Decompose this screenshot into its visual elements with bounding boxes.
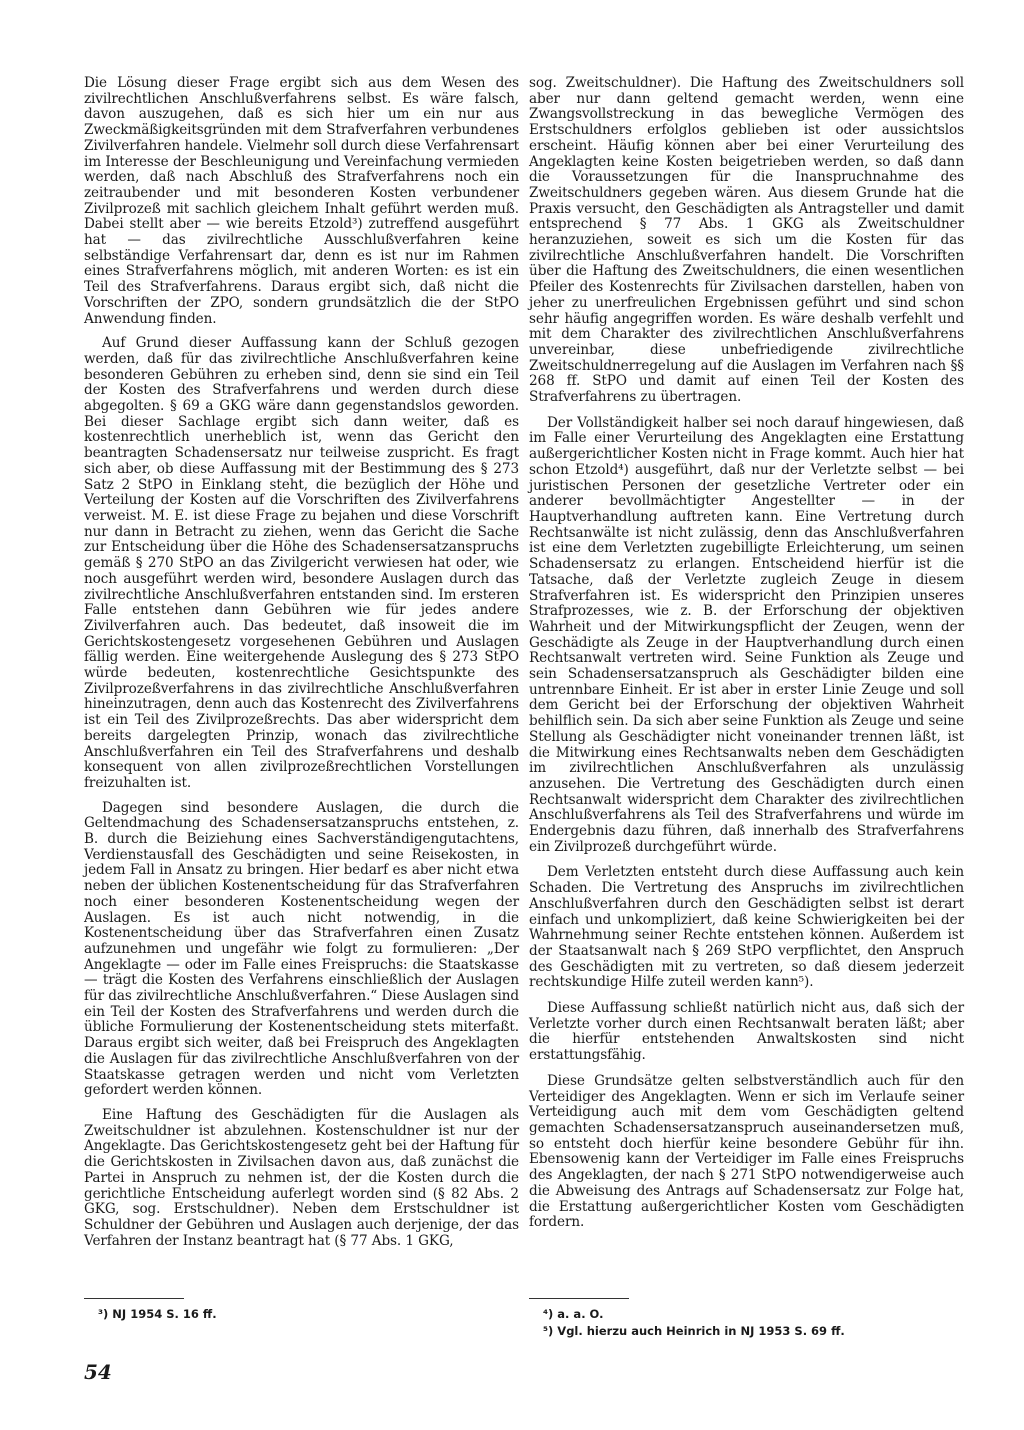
page-number: 54 bbox=[84, 1360, 112, 1384]
footnote-divider bbox=[84, 1298, 184, 1299]
paragraph: Eine Haftung des Geschädigten für die Auslagen als Zweitschuldner ist abzulehnen. Kostenschuldner ist nur der Angeklagte. Das Gerichtskostengesetz geht bei der Haftung für die Gerichtskosten in Zivilsachen davon aus, daß zunächst die Partei in Anspruch zu nehmen ist, der die Kosten durch die gerichtliche Entscheidung auferlegt worden sind (§ 82 Abs. 2 GKG, sog. Erstschuldner). Neben dem Erstschuldner ist Schuldner der Gebühren und Auslagen auch derjenige, der das Verfahren der Instanz beantragt hat (§ 77 Abs. 1 GKG, bbox=[84, 1107, 519, 1249]
paragraph: Diese Grundsätze gelten selbstverständlich auch für den Verteidiger des Angeklagten. Wenn er sich im Verlaufe seiner Verteidigung auch mit dem vom Geschädigten geltend gemachten Schadensersatzanspruch auseinandersetzen muß, so entsteht doch hierfür keine besondere Gebühr für ihn. Ebensowenig kann der Verteidiger im Falle eines Freispruchs des Angeklagten, der nach § 271 StPO notwendigerweise auch die Abweisung des Antrags auf Schadensersatz zur Folge hat, die Erstattung außergerichtlicher Kosten vom Geschädigten fordern. bbox=[529, 1072, 964, 1231]
paragraph: sog. Zweitschuldner). Die Haftung des Zweitschuldners soll aber nur dann geltend gemacht werden, wenn eine Zwangsvollstreckung in das bewegliche Vermögen des Erstschuldners erfolglos geblieben ist oder aussichtslos erscheint. Häufig können aber bei einer Verurteilung des Angeklagten keine Kosten beigetrieben werden, so daß dann die Voraussetzungen für die Inanspruchnahme des Zweitschuldners gegeben wären. Aus diesem Grunde hat die Praxis versucht, den Geschädigten als Antragsteller und damit entsprechend § 77 Abs. 1 GKG als Zweitschuldner heranzuziehen, soweit es sich um die Kosten für das zivilrechtliche Anschlußverfahren handelt. Die Vorschriften über die Haftung des Zweitschuldners, die einen wesentlichen Pfeiler des Kostenrechts für Zivilsachen darstellen, haben von jeher zu unerfreulichen Ergebnissen geführt und sind schon sehr häufig angegriffen worden. Es wäre deshalb verfehlt und mit dem Charakter des zivilrechtlichen Anschlußverfahrens unvereinbar, diese unbefriedigende zivilrechtliche Zweitschuldnerregelung auf die Auslagen im Verfahren nach §§ 268 ff. StPO und damit auf einen Teil der Kosten des Strafverfahrens zu übertragen. bbox=[529, 75, 964, 406]
paragraph: Auf Grund dieser Auffassung kann der Schluß gezogen werden, daß für das zivilrechtliche Anschlußverfahren keine besonderen Gebühren zu erheben sind, denn sie sind ein Teil der Kosten des Strafverfahrens und werden durch diese abgegolten. § 69 a GKG wäre dann gegenstandslos geworden. Bei dieser Sachlage ergibt sich dann weiter, daß es kostenrechtlich unerheblich ist, wenn das Gericht den beantragten Schadensersatz nur teilweise zuspricht. Es fragt sich aber, ob diese Auffassung mit der Bestimmung des § 273 Satz 2 StPO in Einklang steht, die bezüglich der Höhe und Verteilung der Kosten auf die Vorschriften des Zivilverfahrens verweist. M. E. ist diese Frage zu bejahen und diese Vorschrift nur dann in Betracht zu ziehen, wenn das Gericht die Sache zur Entscheidung über die Höhe des Schadensersatzanspruchs gemäß § 270 StPO an das Zivilgericht verwiesen hat oder, wie noch ausgeführt werden wird, besondere Auslagen durch das zivilrechtliche Anschlußverfahren entstanden sind. Im ersteren Falle entstehen dann Gebühren wie für jedes andere Zivilverfahren auch. Das bedeutet, daß insoweit die im Gerichtskostengesetz vorgesehenen Gebühren und Auslagen fällig werden. Eine weitergehende Auslegung des § 273 StPO würde bedeuten, kostenrechtliche Gesichtspunkte des Zivilprozeßverfahrens in das zivilrechtliche Anschlußverfahren hineinzutragen, denn auch das Kostenrecht des Zivilverfahrens ist ein Teil des Zivilprozeßrechts. Das aber widerspricht dem bereits dargelegten Prinzip, wonach das zivilrechtliche Anschlußverfahren ein Teil des Strafverfahrens und deshalb konsequent von allen zivilprozeßrechtlichen Vorstellungen freizuhalten ist. bbox=[84, 335, 519, 791]
left-text-column bbox=[84, 76, 519, 1258]
right-text-column bbox=[529, 76, 964, 1241]
paragraph: Diese Auffassung schließt natürlich nicht aus, daß sich der Verletzte vorher durch einen Rechtsanwalt beraten läßt; aber die hierfür entstehenden Anwaltskosten sind nicht erstattungsfähig. bbox=[529, 1000, 964, 1064]
footnote: ⁴) a. a. O. bbox=[543, 1307, 604, 1321]
paragraph: Die Lösung dieser Frage ergibt sich aus dem Wesen des zivilrechtlichen Anschlußverfahrens selbst. Es wäre falsch, davon auszugehen, daß es sich hier um ein nur aus Zweckmäßigkeitsgründen mit dem Strafverfahren verbundenes Zivilverfahren handele. Vielmehr soll durch diese Verfahrensart im Interesse der Beschleunigung und Vereinfachung vermieden werden, daß nach Abschluß des Strafverfahrens noch ein zeitraubender und mit besonderen Kosten verbundener Zivilprozeß mit sachlich gleichem Inhalt geführt werden muß. Dabei stellt aber — wie bereits Etzold³) zutreffend ausgeführt hat — das zivilrechtliche Ausschlußverfahren keine selbständige Verfahrensart dar, denn es ist nur im Rahmen eines Strafverfahrens möglich, mit anderen Worten: es ist ein Teil des Strafverfahrens. Daraus ergibt sich, daß nicht die Vorschriften der ZPO, sondern grundsätzlich die der StPO Anwendung finden. bbox=[84, 75, 519, 327]
footnote: ⁵) Vgl. hierzu auch Heinrich in NJ 1953 S. 69 ff. bbox=[543, 1324, 845, 1338]
paragraph: Dagegen sind besondere Auslagen, die durch die Geltendmachung des Schadensersatzanspruchs entstehen, z. B. durch die Beiziehung eines Sachverständigengutachtens, Verdienstausfall des Geschädigten und seine Reisekosten, in jedem Fall in Ansatz zu bringen. Hier bedarf es aber nicht etwa neben der üblichen Kostenentscheidung für das Strafverfahren noch einer besonderen Kostenentscheidung wegen der Auslagen. Es ist auch nicht notwendig, in die Kostenentscheidung über das Strafverfahren einen Zusatz aufzunehmen und ungefähr wie folgt zu formulieren: „Der Angeklagte — oder im Falle eines Freispruchs: die Staatskasse — trägt die Kosten des Verfahrens einschließlich der Auslagen für das zivilrechtliche Anschlußverfahren.“ Diese Auslagen sind ein Teil der Kosten des Strafverfahrens und werden durch die übliche Formulierung der Kostenentscheidung stets miterfaßt. Daraus ergibt sich weiter, daß bei Freispruch des Angeklagten die Auslagen für das zivilrechtliche Anschlußverfahren von der Staatskasse getragen werden und nicht vom Verletzten gefordert werden können. bbox=[84, 799, 519, 1099]
footnotes-left bbox=[84, 1298, 519, 1324]
footnote: ³) NJ 1954 S. 16 ff. bbox=[98, 1307, 217, 1321]
paragraph: Der Vollständigkeit halber sei noch darauf hingewiesen, daß im Falle einer Verurteilung des Angeklagten eine Erstattung außergerichtlicher Kosten nicht in Frage kommt. Auch hier hat schon Etzold⁴) ausgeführt, daß nur der Verletzte selbst — bei juristischen Personen der gesetzliche Vertreter oder ein anderer bevollmächtigter Angestellter — in der Hauptverhandlung auftreten kann. Eine Vertretung durch Rechtsanwälte ist nicht zulässig, denn das Anschlußverfahren ist eine dem Verletzten zugebilligte Erleichterung, um seinen Schadensersatz zu erlangen. Entscheidend hierfür ist die Tatsache, daß der Verletzte zugleich Zeuge in diesem Strafverfahren ist. Es widerspricht den Prinzipien unseres Strafprozesses, wie z. B. der Erforschung der objektiven Wahrheit und der Mitwirkungspflicht der Zeugen, wenn der Geschädigte als Zeuge in der Hauptverhandlung durch einen Rechtsanwalt vertreten wird. Seine Funktion als Zeuge und sein Schadensersatzanspruch als Geschädigter bilden eine untrennbare Einheit. Er ist aber in erster Linie Zeuge und soll dem Gericht bei der Erforschung der objektiven Wahrheit behilflich sein. Da sich aber seine Funktion als Zeuge und seine Stellung als Geschädigter nicht voneinander trennen läßt, ist die Mitwirkung eines Rechtsanwalts neben dem Geschädigten im zivilrechtlichen Anschlußverfahren als unzulässig anzusehen. Die Vertretung des Geschädigten durch einen Rechtsanwalt widerspricht dem Charakter des zivilrechtlichen Anschlußverfahrens als Teil des Strafverfahrens und würde im Endergebnis dazu führen, daß innerhalb des Strafverfahrens ein Zivilprozeß durchgeführt würde. bbox=[529, 414, 964, 855]
footnote-divider bbox=[529, 1298, 629, 1299]
footnotes-right bbox=[529, 1298, 964, 1341]
paragraph: Dem Verletzten entsteht durch diese Auffassung auch kein Schaden. Die Vertretung des Anspruchs im zivilrechtlichen Anschlußverfahren durch den Geschädigten selbst ist derart einfach und unkompliziert, daß keine Schwierigkeiten bei der Wahrnehmung seiner Rechte entstehen können. Außerdem ist der Staatsanwalt nach § 269 StPO verpflichtet, den Anspruch des Geschädigten mit zu vertreten, so daß diesem jederzeit rechtskundige Hilfe zuteil werden kann⁵). bbox=[529, 864, 964, 991]
